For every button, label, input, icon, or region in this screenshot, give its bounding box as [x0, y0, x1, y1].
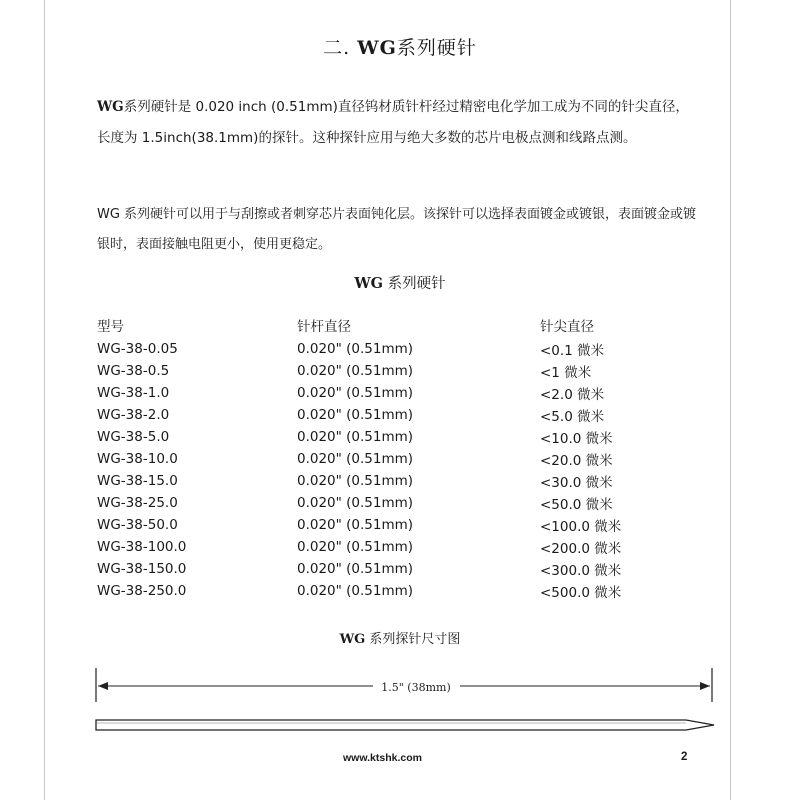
- cell-tip: <0.1 微米: [540, 343, 605, 359]
- section-heading-number: 二.: [323, 37, 351, 59]
- page-right-edge: [730, 0, 731, 800]
- cell-shank: 0.020" (0.51mm): [297, 473, 414, 489]
- cell-model: WG-38-100.0: [97, 539, 187, 555]
- cell-shank: 0.020" (0.51mm): [297, 363, 414, 379]
- table-row: [97, 360, 657, 382]
- cell-model: WG-38-150.0: [97, 561, 187, 577]
- table-row: [97, 536, 657, 558]
- table-row: [97, 558, 657, 580]
- table-row: [97, 426, 657, 448]
- coating-paragraph: [97, 200, 697, 260]
- cell-shank: 0.020" (0.51mm): [297, 451, 414, 467]
- header-shank-diameter: 针杆直径: [297, 319, 351, 335]
- page-number: 2: [681, 751, 688, 763]
- table-title-wg: WG: [354, 275, 384, 292]
- figure-caption: [0, 628, 800, 647]
- table-header-row: [97, 312, 657, 338]
- table-row: [97, 448, 657, 470]
- cell-shank: 0.020" (0.51mm): [297, 539, 414, 555]
- section-heading: [0, 33, 800, 60]
- spec-table: [97, 312, 657, 602]
- cell-model: WG-38-10.0: [97, 451, 178, 467]
- table-row: [97, 492, 657, 514]
- cell-shank: 0.020" (0.51mm): [297, 341, 414, 357]
- cell-tip: <50.0 微米: [540, 497, 613, 513]
- cell-tip: <5.0 微米: [540, 409, 605, 425]
- cell-model: WG-38-15.0: [97, 473, 178, 489]
- cell-shank: 0.020" (0.51mm): [297, 517, 414, 533]
- table-row: [97, 338, 657, 360]
- cell-tip: <100.0 微米: [540, 519, 622, 535]
- dimension-arrow-left: [98, 682, 108, 690]
- cell-tip: <1 微米: [540, 365, 592, 381]
- header-tip-diameter: 针尖直径: [540, 319, 594, 335]
- section-heading-text: 系列硬针: [396, 37, 477, 59]
- cell-model: WG-38-0.05: [97, 341, 178, 357]
- cell-shank: 0.020" (0.51mm): [297, 495, 414, 511]
- dimension-label: 1.5" (38mm): [381, 681, 451, 694]
- cell-tip: <500.0 微米: [540, 585, 622, 601]
- table-title: [0, 272, 800, 293]
- figure-caption-text: 系列探针尺寸图: [369, 632, 461, 647]
- cell-shank: 0.020" (0.51mm): [297, 429, 414, 445]
- cell-tip: <20.0 微米: [540, 453, 613, 469]
- cell-shank: 0.020" (0.51mm): [297, 385, 414, 401]
- table-row: [97, 470, 657, 492]
- cell-tip: <30.0 微米: [540, 475, 613, 491]
- page-left-edge: [44, 0, 45, 800]
- cell-model: WG-38-1.0: [97, 385, 170, 401]
- table-row: [97, 382, 657, 404]
- cell-model: WG-38-250.0: [97, 583, 187, 599]
- cell-tip: <300.0 微米: [540, 563, 622, 579]
- cell-model: WG-38-2.0: [97, 407, 170, 423]
- cell-model: WG-38-5.0: [97, 429, 170, 445]
- section-heading-wg: WG: [357, 37, 397, 59]
- footer-url: www.ktshk.com: [343, 752, 422, 764]
- dimension-arrow-right: [700, 682, 710, 690]
- intro-paragraph-wg: WG: [97, 99, 124, 115]
- cell-tip: <2.0 微米: [540, 387, 605, 403]
- table-row: [97, 580, 657, 602]
- intro-paragraph-text: 系列硬针是 0.020 inch (0.51mm)直径钨材质针杆经过精密电化学加工成为不同的针尖直径，长度为 1.5inch(38.1mm)的探针。这种探针应用与绝大多数的芯片电极点测和线路点测。: [97, 99, 689, 146]
- coating-paragraph-text: WG 系列硬针可以用于与刮擦或者刺穿芯片表面钝化层。该探针可以选择表面镀金或镀银，表面镀金或镀银时，表面接触电阻更小，使用更稳定。: [97, 207, 697, 252]
- probe-needle: [96, 720, 714, 730]
- cell-shank: 0.020" (0.51mm): [297, 561, 414, 577]
- cell-model: WG-38-50.0: [97, 517, 178, 533]
- table-row: [97, 404, 657, 426]
- cell-model: WG-38-0.5: [97, 363, 170, 379]
- figure-caption-wg: WG: [339, 632, 366, 647]
- intro-paragraph: [97, 92, 697, 154]
- header-model: 型号: [97, 319, 124, 335]
- cell-shank: 0.020" (0.51mm): [297, 407, 414, 423]
- table-title-text: 系列硬针: [387, 276, 446, 292]
- table-row: [97, 514, 657, 536]
- cell-shank: 0.020" (0.51mm): [297, 583, 414, 599]
- probe-dimension-drawing: [88, 660, 728, 745]
- cell-tip: <10.0 微米: [540, 431, 613, 447]
- cell-model: WG-38-25.0: [97, 495, 178, 511]
- cell-tip: <200.0 微米: [540, 541, 622, 557]
